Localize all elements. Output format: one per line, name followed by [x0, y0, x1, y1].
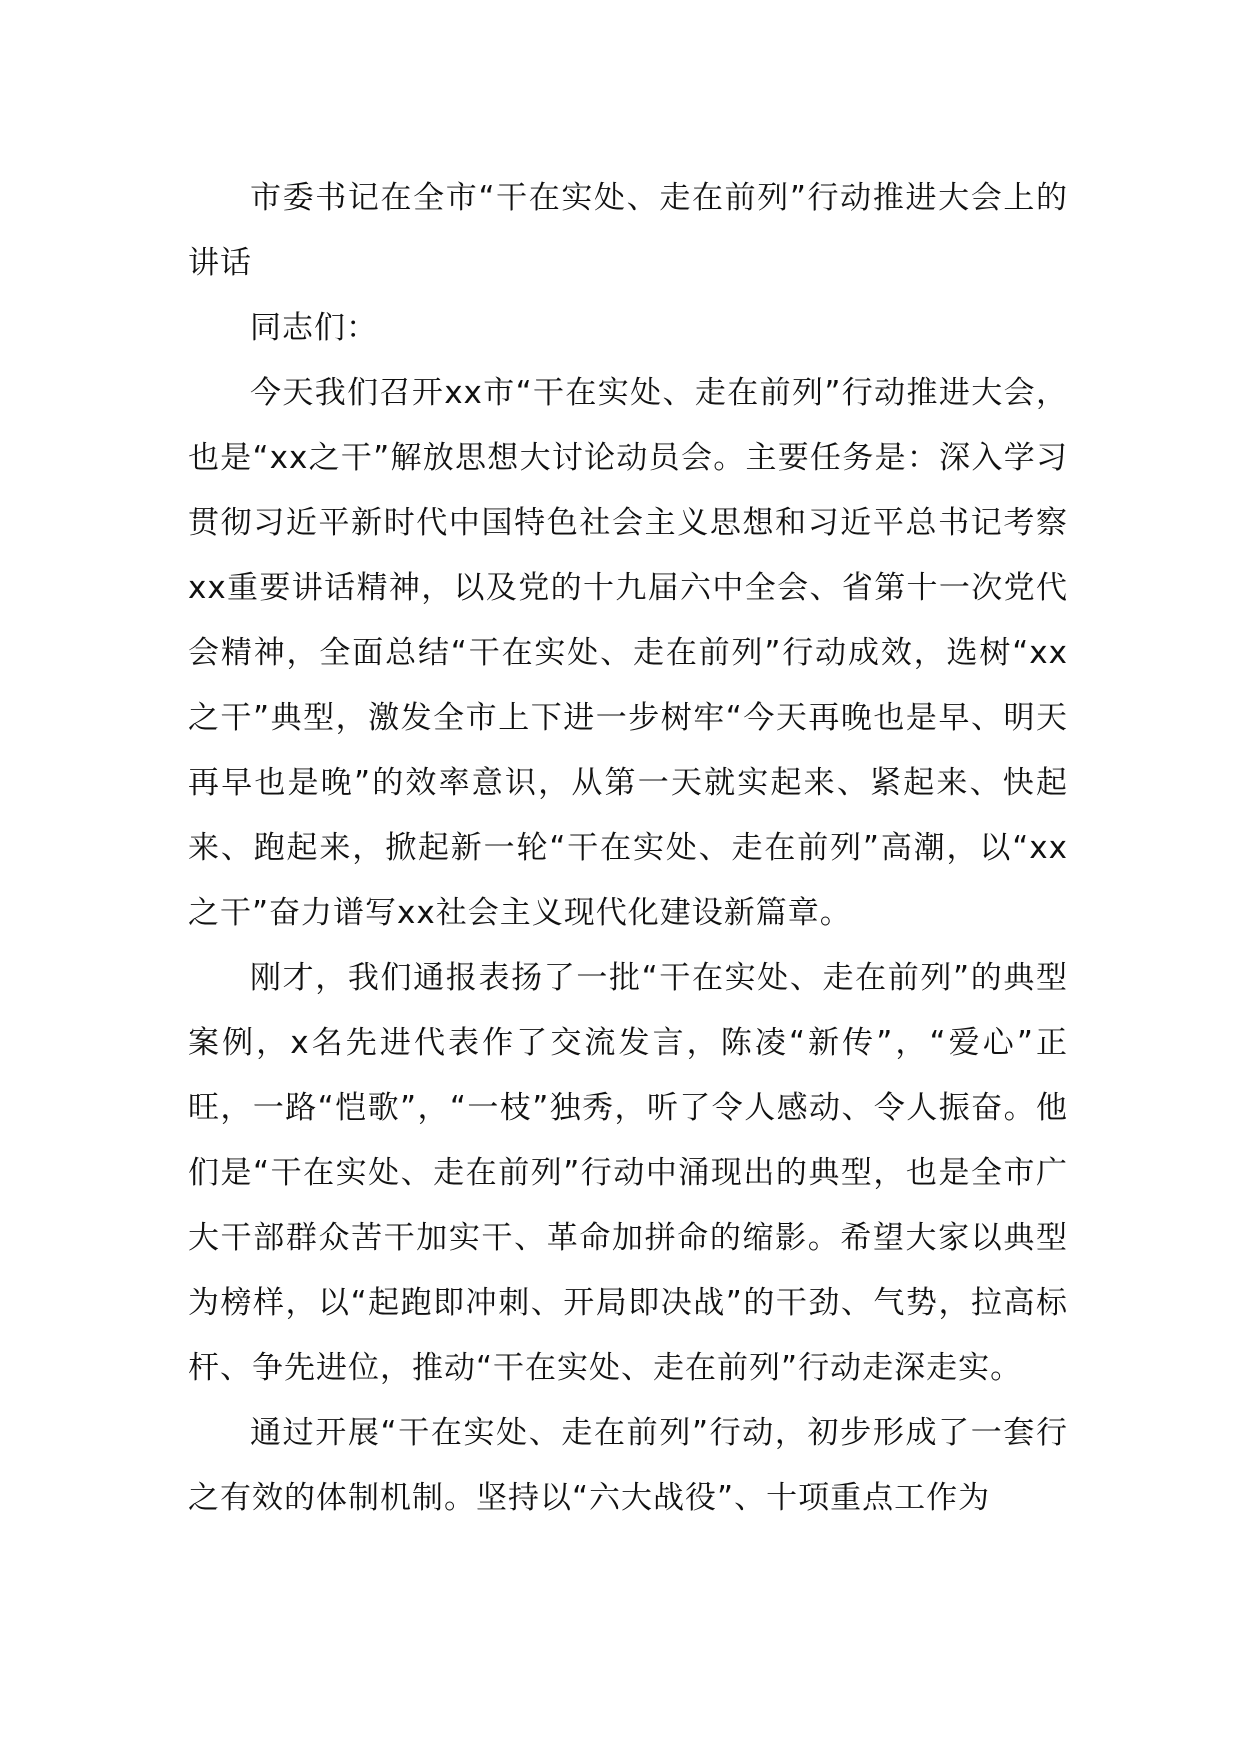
salutation: 同志们： — [250, 310, 378, 346]
paragraph-2: 刚才，我们通报表扬了一批“干在实处、走在前列”的典型案例，x名先进代表作了交流发言，陈凌“新传”，“爱心”正旺，一路“恺歌”，“一枝”独秀，听了令人感动、令人振奋。他们是“干在实处、走在前列”行动中涌现出的典型，也是全市广大干部群众苦干加实干、革命加拼命的缩影。希望大家以典型为榜样，以“起跑即冲刺、开局即决战”的干劲、气势，拉高标杆、争先进位，推动“干在实处、走在前列”行动走深走实。 — [188, 960, 1068, 1386]
paragraph-1: 今天我们召开xx市“干在实处、走在前列”行动推进大会，也是“xx之干”解放思想大讨论动员会。主要任务是：深入学习贯彻习近平新时代中国特色社会主义思想和习近平总书记考察xx重要讲话精神，以及党的十九届六中全会、省第十一次党代会精神，全面总结“干在实处、走在前列”行动成效，选树“xx之干”典型，激发全市上下进一步树牢“今天再晚也是早、明天再早也是晚”的效率意识，从第一天就实起来、紧起来、快起来、跑起来，掀起新一轮“干在实处、走在前列”高潮，以“xx之干”奋力谱写xx社会主义现代化建设新篇章。 — [188, 375, 1068, 931]
document-title: 市委书记在全市“干在实处、走在前列”行动推进大会上的讲话 — [188, 180, 1068, 281]
document-body — [188, 166, 1068, 1531]
paragraph-3: 通过开展“干在实处、走在前列”行动，初步形成了一套行之有效的体制机制。坚持以“六大战役”、十项重点工作为 — [188, 1415, 1068, 1516]
